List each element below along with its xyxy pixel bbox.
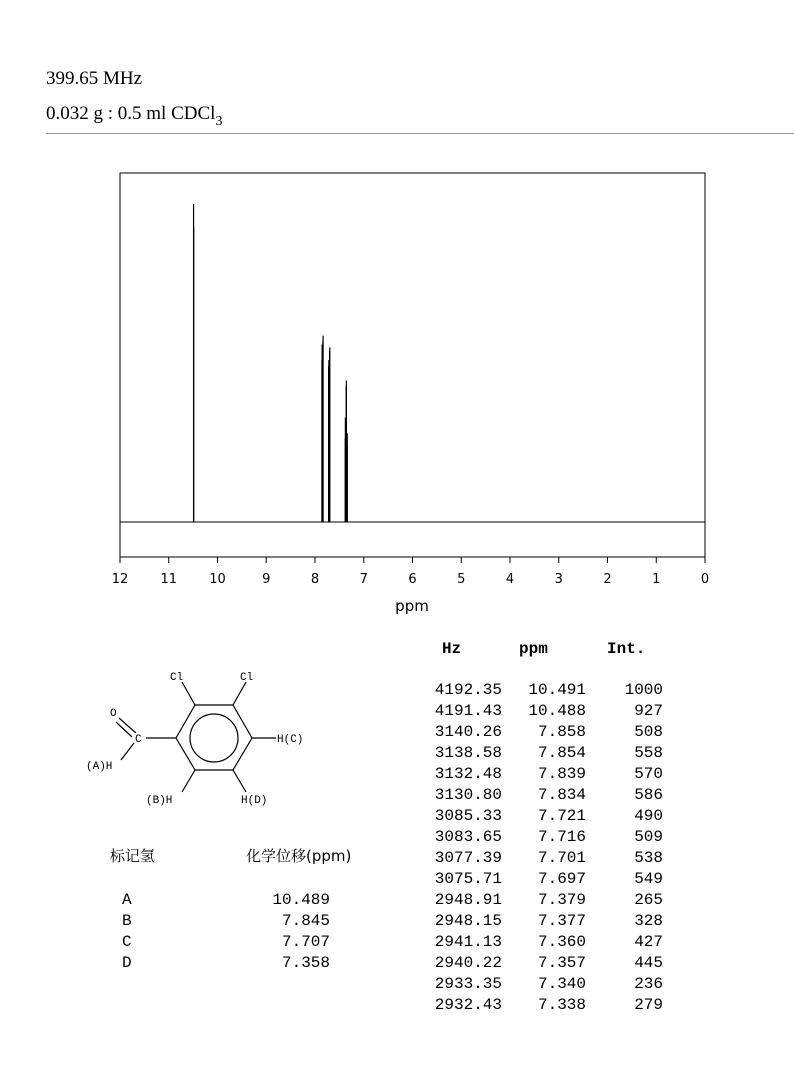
peak-ppm: 7.379 bbox=[537, 891, 586, 909]
assignment-label: B bbox=[122, 912, 132, 930]
assignment-shift: 7.845 bbox=[281, 912, 330, 930]
assignment-label: D bbox=[122, 954, 132, 972]
peak-hz: 2948.15 bbox=[434, 912, 502, 930]
peak-ppm: 7.340 bbox=[537, 975, 586, 993]
x-tick-label: 10 bbox=[209, 572, 226, 587]
bond-c2-cl bbox=[233, 682, 246, 705]
peak-ppm: 7.834 bbox=[537, 786, 586, 804]
assignment-label: C bbox=[122, 933, 132, 951]
assignment-header-label: 标记氢 bbox=[110, 847, 156, 865]
peak-intensity: 236 bbox=[634, 975, 663, 993]
peak-ppm: 7.716 bbox=[537, 828, 586, 846]
bond-c-o-1 bbox=[119, 718, 136, 733]
peak-intensity: 279 bbox=[634, 996, 663, 1014]
peak-hz: 2932.43 bbox=[434, 996, 502, 1014]
peak-hz: 2948.91 bbox=[434, 891, 502, 909]
x-tick-label: 3 bbox=[554, 572, 563, 587]
peak-ppm: 7.839 bbox=[537, 765, 586, 783]
bond-c-o-2 bbox=[116, 722, 132, 737]
peak-ppm: 10.491 bbox=[528, 681, 586, 699]
assignment-label: A bbox=[122, 891, 132, 909]
peak-ppm: 7.697 bbox=[537, 870, 586, 888]
peak-header-hz: Hz bbox=[442, 640, 462, 658]
assignment-shift: 10.489 bbox=[272, 891, 330, 909]
peak-ppm: 10.488 bbox=[528, 702, 586, 720]
peak-intensity: 1000 bbox=[624, 681, 663, 699]
peak-hz: 2940.22 bbox=[434, 954, 502, 972]
peak-ppm: 7.701 bbox=[537, 849, 586, 867]
peak-ppm: 7.360 bbox=[537, 933, 586, 951]
sample-main: 0.032 g : 0.5 ml CDCl bbox=[46, 103, 216, 124]
x-tick-label: 5 bbox=[457, 572, 466, 587]
label-h-c: H(C) bbox=[277, 734, 304, 746]
label-oxygen: O bbox=[110, 708, 117, 720]
peak-hz: 3077.39 bbox=[434, 849, 502, 867]
peak-hz: 3075.71 bbox=[434, 870, 502, 888]
bond-c-h bbox=[121, 743, 134, 760]
x-tick-label: 9 bbox=[262, 572, 271, 587]
peak-hz: 4192.35 bbox=[434, 681, 502, 699]
peak-intensity: 570 bbox=[634, 765, 663, 783]
peak-hz: 2933.35 bbox=[434, 975, 502, 993]
label-cl-1: Cl bbox=[170, 672, 184, 684]
x-tick-label: 6 bbox=[408, 572, 417, 587]
label-h-d: H(D) bbox=[241, 795, 268, 807]
peak-ppm: 7.338 bbox=[537, 996, 586, 1014]
peak-ppm: 7.854 bbox=[537, 744, 586, 762]
label-carbon: C bbox=[135, 734, 142, 746]
bond-ring-hd bbox=[233, 770, 246, 792]
peak-ppm: 7.377 bbox=[537, 912, 586, 930]
peak-hz: 3140.26 bbox=[434, 723, 502, 741]
label-h-b: (B)H bbox=[146, 795, 173, 807]
sample-subscript: 3 bbox=[215, 114, 223, 129]
peak-intensity: 328 bbox=[634, 912, 663, 930]
x-tick-label: 0 bbox=[700, 572, 710, 587]
peak-hz: 3138.58 bbox=[434, 744, 502, 762]
peak-hz: 3083.65 bbox=[434, 828, 502, 846]
molecule-structure bbox=[80, 660, 320, 810]
x-tick-label: 8 bbox=[310, 572, 320, 587]
assignment-shift: 7.358 bbox=[281, 954, 330, 972]
peak-intensity: 586 bbox=[634, 786, 663, 804]
aromatic-circle bbox=[190, 714, 238, 762]
x-tick-label: 7 bbox=[359, 572, 368, 587]
peak-hz: 2941.13 bbox=[434, 933, 502, 951]
peak-intensity: 427 bbox=[634, 933, 663, 951]
assignment-shift: 7.707 bbox=[281, 933, 330, 951]
peak-ppm: 7.721 bbox=[537, 807, 586, 825]
peak-hz: 3085.33 bbox=[434, 807, 502, 825]
bond-ring-hb bbox=[182, 770, 195, 792]
peak-intensity: 927 bbox=[634, 702, 663, 720]
peak-intensity: 538 bbox=[634, 849, 663, 867]
peak-ppm: 7.357 bbox=[537, 954, 586, 972]
x-tick-label: 1 bbox=[652, 572, 661, 587]
assignment-header-shift: 化学位移(ppm) bbox=[246, 847, 352, 865]
x-axis-ticks bbox=[112, 557, 709, 587]
x-axis-label: ppm bbox=[395, 597, 429, 615]
peak-header-ppm: ppm bbox=[519, 640, 548, 658]
peak-hz: 4191.43 bbox=[434, 702, 502, 720]
plot-frame bbox=[120, 173, 705, 557]
label-cl-2: Cl bbox=[240, 672, 254, 684]
peak-ppm: 7.858 bbox=[537, 723, 586, 741]
peak-header-int: Int. bbox=[607, 640, 646, 658]
spectrum-peaks bbox=[194, 204, 348, 522]
x-tick-label: 11 bbox=[160, 572, 178, 587]
peak-hz: 3130.80 bbox=[434, 786, 502, 804]
x-tick-label: 12 bbox=[111, 572, 129, 587]
benzene-ring bbox=[176, 705, 252, 770]
bond-c1-cl bbox=[182, 682, 195, 705]
peak-intensity: 265 bbox=[634, 891, 663, 909]
peak-intensity: 490 bbox=[634, 807, 663, 825]
peak-intensity: 549 bbox=[634, 870, 663, 888]
peak-intensity: 558 bbox=[634, 744, 663, 762]
peak-intensity: 509 bbox=[634, 828, 663, 846]
peak-hz: 3132.48 bbox=[434, 765, 502, 783]
label-h-a: (A)H bbox=[86, 761, 113, 773]
spectrometer-frequency: 399.65 MHz bbox=[46, 68, 143, 89]
peak-intensity: 508 bbox=[634, 723, 663, 741]
peak-intensity: 445 bbox=[634, 954, 663, 972]
x-tick-label: 2 bbox=[603, 572, 612, 587]
x-tick-label: 4 bbox=[505, 572, 515, 587]
